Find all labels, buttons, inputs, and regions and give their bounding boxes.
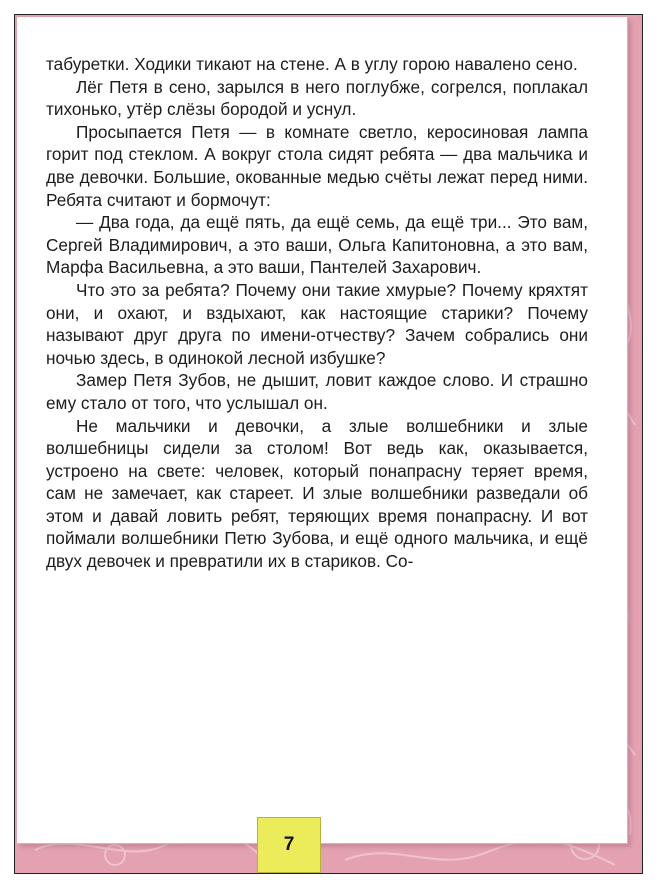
story-text xyxy=(46,53,588,573)
page-number-tab xyxy=(257,817,321,873)
paragraph: Что это за ребята? Почему они такие хмурые? Почему кряхтят они, и охают, и вздыхают, как настоящие старики? Почему называют друг друга по имени-отчеству? Зачем собрались они ночью здесь, в одинокой лесной избушке? xyxy=(46,279,588,368)
paragraph: — Два года, да ещё пять, да ещё семь, да ещё три... Это вам, Сергей Владимирович, а это ваши, Ольга Капитоновна, а это вам, Марфа Васильевна, а это ваши, Пантелей Захарович. xyxy=(46,212,588,278)
paragraph: Лёг Петя в сено, зарылся в него поглубже, согрелся, поплакал тихонько, утёр слёзы бородой и уснул. xyxy=(46,76,588,120)
paragraph: Не мальчики и девочки, а злые волшебники и злые волшебницы сидели за столом! Вот ведь как, оказывается, устроено на свете: человек, который понапрасну теряет время, сам не замечает, как стареет. И злые волшебники разведали об этом и давай ловить ребят, теряющих время понапрасну. И вот поймали волшебники Петю Зубова, и ещё одного мальчика, и ещё двух девочек и превратили их в стариков. Со- xyxy=(46,415,588,572)
paragraph: Просыпается Петя — в комнате светло, керосиновая лампа горит под стеклом. А вокруг стола сидят ребята — два мальчика и две девочки. Большие, окованные медью счёты лежат перед ними. Ребята считают и бормочут: xyxy=(46,121,588,210)
paragraph: Замер Петя Зубов, не дышит, ловит каждое слово. И страшно ему стало от того, что услышал он. xyxy=(46,370,588,413)
page-number: 7 xyxy=(283,834,295,855)
paragraph: табуретки. Ходики тикают на стене. А в углу горою навалено сено. xyxy=(46,54,578,74)
